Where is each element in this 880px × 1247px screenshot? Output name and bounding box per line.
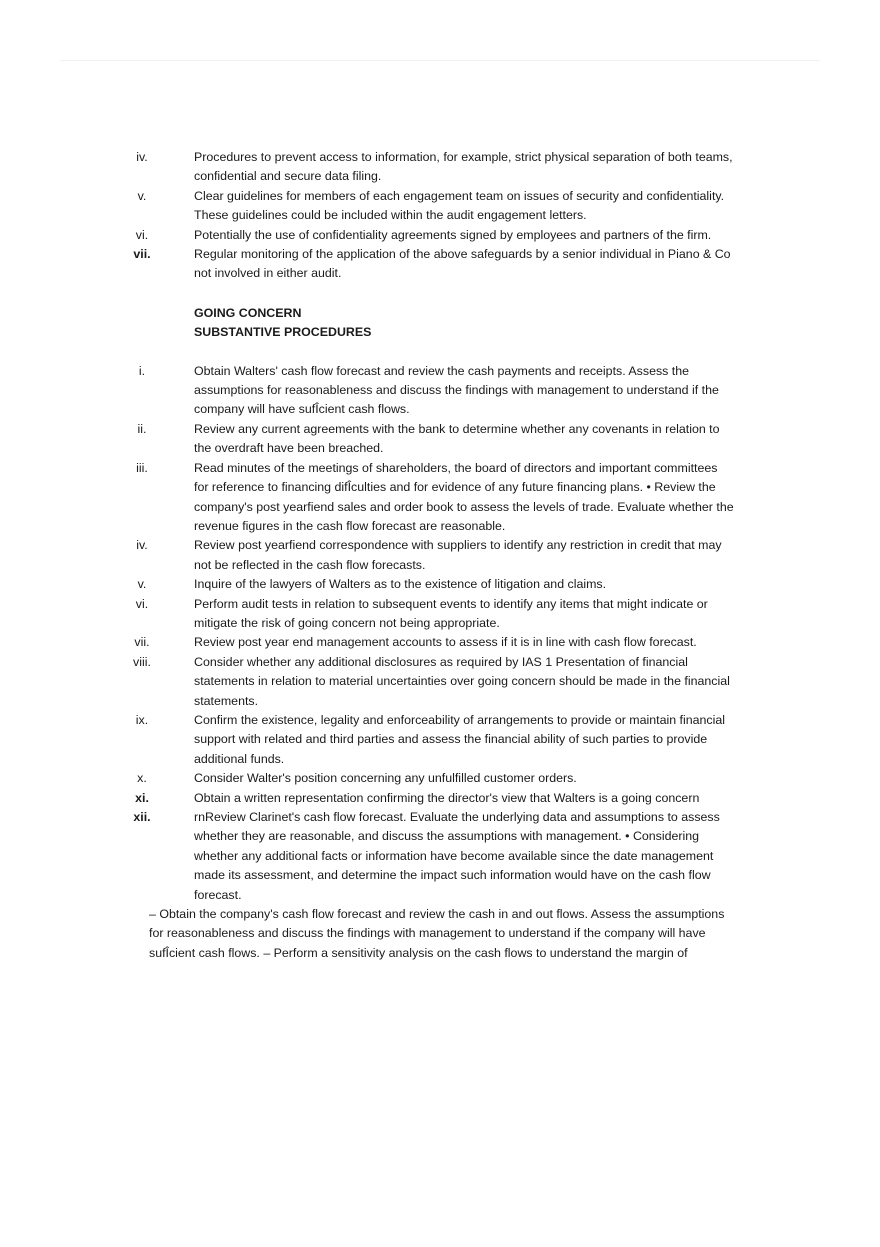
list-item-text: Consider whether any additional disclosures as required by IAS 1 Presentation of financial statements in relation to material uncertainties over going concern should be made in the financial statements. [194,654,730,708]
spacer [0,284,880,304]
list-item-number: vi. [135,227,149,242]
list-item-text: Clear guidelines for members of each engagement team on issues of security and confidentiality. These guidelines could be included within the audit engagement letters. [194,188,725,223]
list-item-number: v. [137,188,147,203]
list-item-text: Regular monitoring of the application of the above safeguards by a senior individual in Piano & Co not involved in either audit. [194,247,731,281]
list-item [0,653,734,711]
list-item [0,148,734,187]
list-item-text: Review any current agreements with the bank to determine whether any covenants in relation to the overdraft have been breached. [194,421,720,456]
list-item [0,808,734,905]
list-item [0,769,734,788]
list-item-number: iv. [136,150,148,164]
list-item [0,420,734,459]
list-item [0,633,734,652]
list-item-number: ix. [135,712,149,727]
list-item-text: Read minutes of the meetings of shareholders, the board of directors and important committees for reference to financing difÎculties and for evidence of any future financing plans. • Review the company's post yearfiend sales and order book to assess the levels of trade. Evaluate whether the revenue figures in the cash flow forecast are reasonable. [194,460,734,533]
list-item [0,711,734,769]
list-item-number: xii. [133,810,151,824]
list-item [0,362,734,420]
list-item-text: Obtain a written representation confirming the director's view that Walters is a going concern [194,790,700,805]
list-item-number: i. [138,363,146,378]
list-item-number: xi. [135,790,149,805]
list-item-text: Review post year end management accounts to assess if it is in line with cash flow forecast. [194,635,697,650]
list-item [0,187,734,226]
list-item [0,245,734,284]
list-item [0,575,734,594]
list-item-number: v. [137,577,147,592]
list-item [0,595,734,634]
list-item-number: viii. [133,654,151,669]
list-item-number: vi. [135,596,149,611]
list-item-text: Consider Walter's position concerning any unfulfilled customer orders. [194,771,577,786]
list-item [0,789,734,808]
list-item-text: Review post yearfiend correspondence with suppliers to identify any restriction in credit that may not be reflected in the cash flow forecasts. [194,538,722,572]
list-item-number: vii. [133,247,151,262]
list-item-number: iv. [136,538,148,553]
section-title: GOING CONCERN [194,305,302,320]
list-item [0,536,734,575]
list-item-text: Potentially the use of confidentiality agreements signed by employees and partners of the firm. [194,227,712,242]
closing-paragraph: – Obtain the company's cash flow forecast and review the cash in and out flows. Assess the assumptions for reasonableness and discuss the findings with management to understand if the company will have sufÎcient cash flows. – Perform a sensitivity analysis on the cash flows to understand the margin of [149,907,725,960]
list-item-number: vii. [134,635,150,650]
list-item-text: Inquire of the lawyers of Walters as to the existence of litigation and claims. [194,577,607,592]
list-item-text: Confirm the existence, legality and enforceability of arrangements to provide or maintain financial support with related and third parties and assess the financial ability of such parties to provide additional funds. [194,712,726,766]
list-item-text: Obtain Walters' cash flow forecast and review the cash payments and receipts. Assess the assumptions for reasonableness and discuss the findings with management to understand if the company will have sufÎcient cash flows. [194,363,719,417]
list-item [0,226,734,245]
list-item [0,459,734,537]
spacer [0,343,880,362]
section-subtitle: SUBSTANTIVE PROCEDURES [194,325,372,340]
list-item-number: iii. [136,460,148,475]
page-top-rule [60,60,820,61]
list-item-text: Procedures to prevent access to information, for example, strict physical separation of both teams, confidential and secure data filing. [194,150,733,184]
list-item-text: rnReview Clarinet's cash flow forecast. Evaluate the underlying data and assumptions to assess whether they are reasonable, and discuss the assumptions with management. • Considering whether any additional facts or information have become available since the date management made its assessment, and determine the impact such information would have on the cash flow forecast. [194,810,720,902]
list-item-number: x. [137,771,147,786]
list-item-number: ii. [137,421,147,436]
document-body [0,148,880,963]
list-item-text: Perform audit tests in relation to subsequent events to identify any items that might indicate or mitigate the risk of going concern not being appropriate. [194,596,708,630]
